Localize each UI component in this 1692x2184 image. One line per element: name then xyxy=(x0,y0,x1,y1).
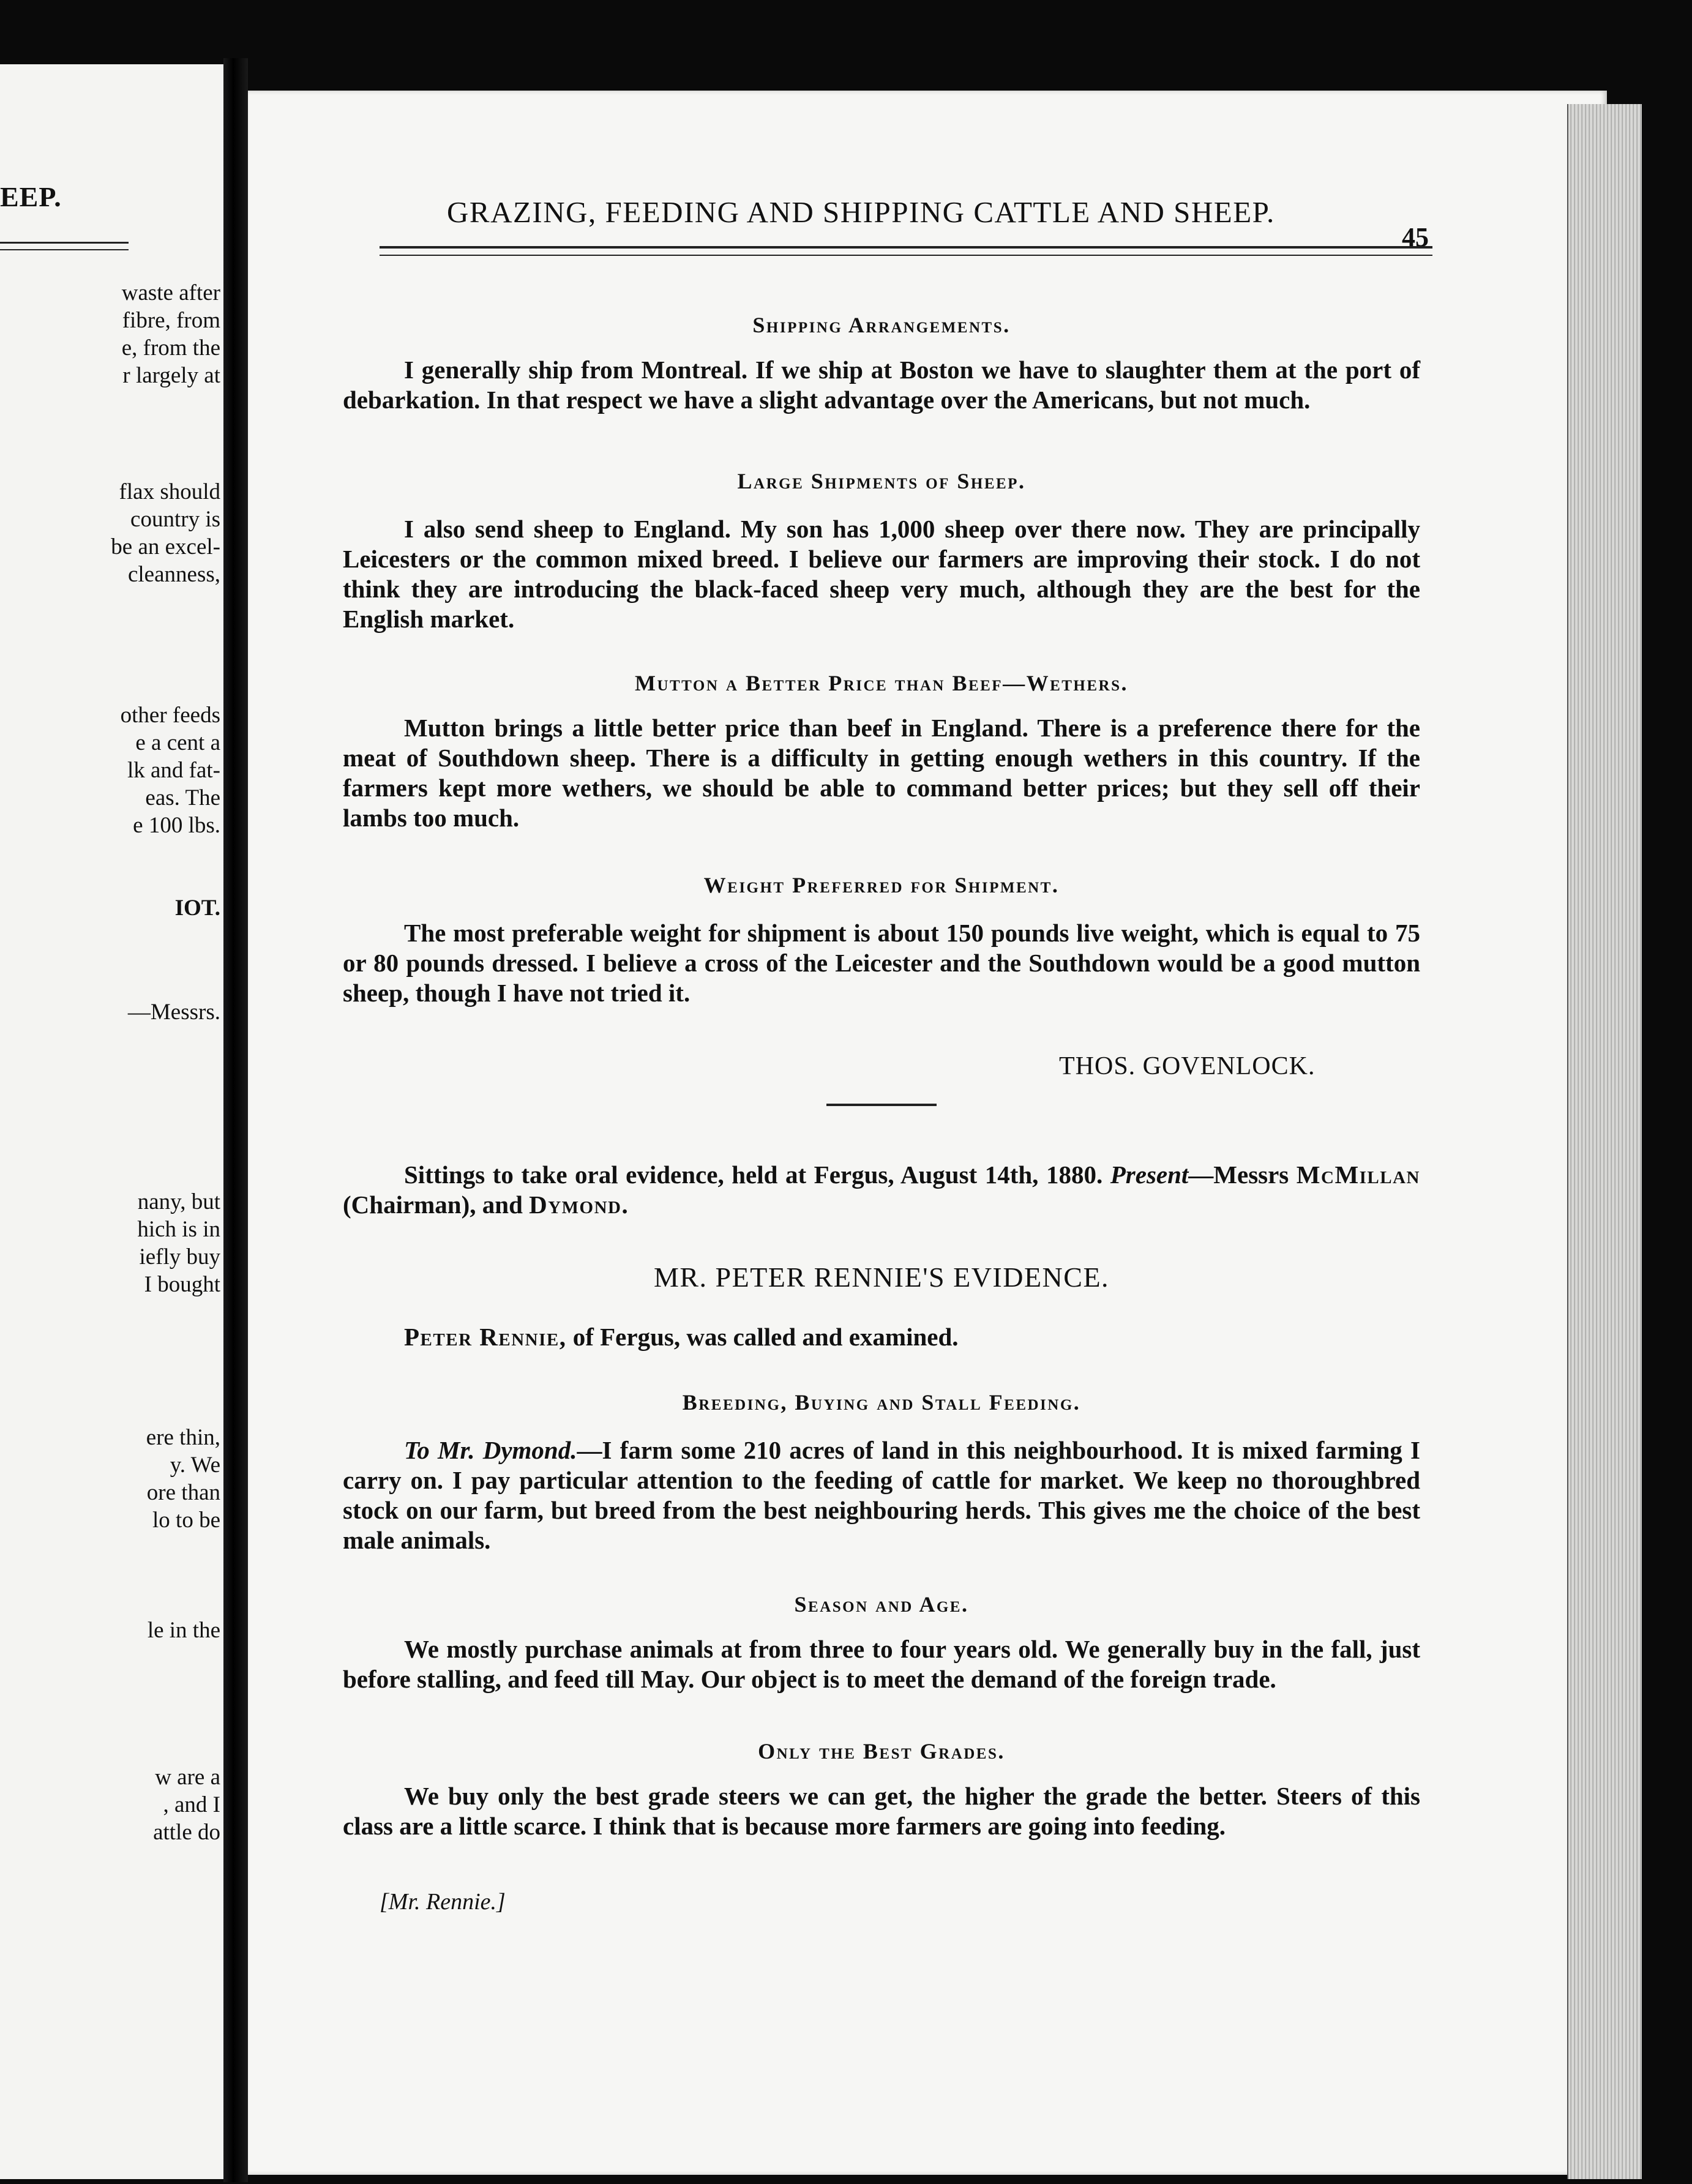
left-page-header: EEP. xyxy=(0,181,62,212)
evidence-title: MR. PETER RENNIE'S EVIDENCE. xyxy=(653,1262,1110,1293)
left-fragment: be an excel- xyxy=(111,534,220,559)
left-page xyxy=(0,64,223,2179)
member-name: Dymond. xyxy=(529,1191,629,1219)
left-fragment: ere thin, xyxy=(146,1425,220,1450)
section-heading: Shipping Arrangements. xyxy=(752,313,1011,337)
present-label: Present xyxy=(1110,1161,1189,1189)
paragraph: We buy only the best grade steers we can get, the higher the grade the better. Steers of this class are a little scarce. I think that is because more farmers are going into feeding. xyxy=(343,1782,1420,1840)
section-heading: Large Shipments of Sheep. xyxy=(737,469,1026,493)
section-heading: Season and Age. xyxy=(794,1592,969,1617)
section-body xyxy=(343,713,1420,833)
left-fragment: country is xyxy=(130,507,220,532)
left-fragment: w are a xyxy=(155,1765,220,1790)
paragraph: The most preferable weight for shipment is about 150 pounds live weight, which is equal to 75 or 80 pounds dressed. I believe a cross of the Leicester and the Southdown would be a good mutton sheep, though I have not tried it. xyxy=(343,919,1420,1007)
sittings-text-mid: —Messrs xyxy=(1188,1161,1289,1189)
left-fragment: ore than xyxy=(146,1480,220,1505)
book-gutter xyxy=(223,58,248,2182)
left-fragment: e, from the xyxy=(121,335,220,361)
addressee: To Mr. Dymond. xyxy=(404,1436,577,1464)
speaker-tag: [Mr. Rennie.] xyxy=(380,1889,506,1915)
section-heading: Weight Preferred for Shipment. xyxy=(703,873,1060,897)
left-fragment: other feeds xyxy=(120,703,220,728)
signature: THOS. GOVENLOCK. xyxy=(1059,1052,1316,1080)
paragraph-text: —I farm some 210 acres of land in this neighbourhood. It is mixed farming I carry on. I pay particular attention to the feeding of cattle for market. We keep no thoroughbred stock on our farm, but breed from the best neighbouring herds. This gives me the choice of the best male animals. xyxy=(343,1436,1420,1554)
paragraph: I generally ship from Montreal. If we ship at Boston we have to slaughter them at the port of debarkation. In that respect we have a slight advantage over the Americans, but not much. xyxy=(343,356,1420,414)
section-body xyxy=(343,1781,1420,1841)
left-fragment: I bought xyxy=(144,1272,220,1297)
left-fragment: y. We xyxy=(170,1453,220,1478)
left-fragment: e 100 lbs. xyxy=(133,813,220,838)
left-fragment: cleanness, xyxy=(127,562,220,587)
left-fragment: waste after xyxy=(121,280,220,305)
sittings-block xyxy=(343,1160,1420,1220)
left-fragment: —Messrs. xyxy=(127,1000,220,1025)
witness-block xyxy=(343,1322,1420,1352)
chairman-name: McMillan xyxy=(1296,1161,1420,1189)
section-body xyxy=(343,918,1420,1008)
section-body xyxy=(343,355,1420,415)
left-fragment: iefly buy xyxy=(139,1244,220,1270)
left-fragment: nany, but xyxy=(137,1189,220,1214)
left-fragment: r largely at xyxy=(122,363,220,388)
sittings-text-start: Sittings to take oral evidence, held at Fergus, August 14th, 1880. xyxy=(404,1161,1103,1189)
page-number: 45 xyxy=(1402,222,1429,252)
section-body xyxy=(343,514,1420,634)
left-fragment: flax should xyxy=(119,479,220,504)
left-fragment: attle do xyxy=(153,1820,220,1845)
left-fragment: eas. The xyxy=(145,785,220,810)
running-head: GRAZING, FEEDING AND SHIPPING CATTLE AND SHEEP. xyxy=(447,195,1275,229)
section-body xyxy=(343,1634,1420,1694)
paragraph xyxy=(343,1435,1420,1555)
witness-name: Peter Rennie, xyxy=(404,1323,567,1351)
witness-text: of Fergus, was called and examined. xyxy=(572,1323,959,1351)
left-fragment: IOT. xyxy=(174,896,220,921)
left-fragment: , and I xyxy=(163,1792,220,1817)
left-fragment: le in the xyxy=(147,1618,220,1643)
page-edge xyxy=(1567,104,1642,2179)
left-fragment: hich is in xyxy=(137,1217,220,1242)
paragraph: We mostly purchase animals at from three to four years old. We generally buy in the fall, just before stalling, and feed till May. Our object is to meet the demand of the foreign trade. xyxy=(343,1635,1420,1693)
left-fragment: lo to be xyxy=(152,1508,220,1533)
sittings-text-end: (Chairman), and xyxy=(343,1191,523,1219)
paragraph: Mutton brings a little better price than beef in England. There is a preference there for the meat of Southdown sheep. There is a difficulty in getting enough wethers in this country. If the farmers kept more wethers, we should be able to command better prices; but they sell off their lambs too much. xyxy=(343,714,1420,832)
running-head-rule xyxy=(380,246,1432,256)
section-divider xyxy=(826,1104,937,1106)
section-heading: Only the Best Grades. xyxy=(758,1739,1005,1763)
left-fragment: fibre, from xyxy=(122,308,220,333)
left-fragment: lk and fat- xyxy=(127,758,220,783)
left-fragment: e a cent a xyxy=(135,730,220,755)
witness-paragraph xyxy=(343,1322,1420,1352)
paragraph: I also send sheep to England. My son has 1,000 sheep over there now. They are principally Leicesters or the common mixed breed. I believe our farmers are improving their stock. I do not think they are introducing the black-faced sheep very much, although they are the best for the English market. xyxy=(343,515,1420,633)
sittings-paragraph xyxy=(343,1160,1420,1220)
section-body xyxy=(343,1435,1420,1555)
left-header-rule xyxy=(0,242,129,250)
section-heading: Breeding, Buying and Stall Feeding. xyxy=(682,1390,1081,1415)
section-heading: Mutton a Better Price than Beef—Wethers. xyxy=(634,671,1129,695)
